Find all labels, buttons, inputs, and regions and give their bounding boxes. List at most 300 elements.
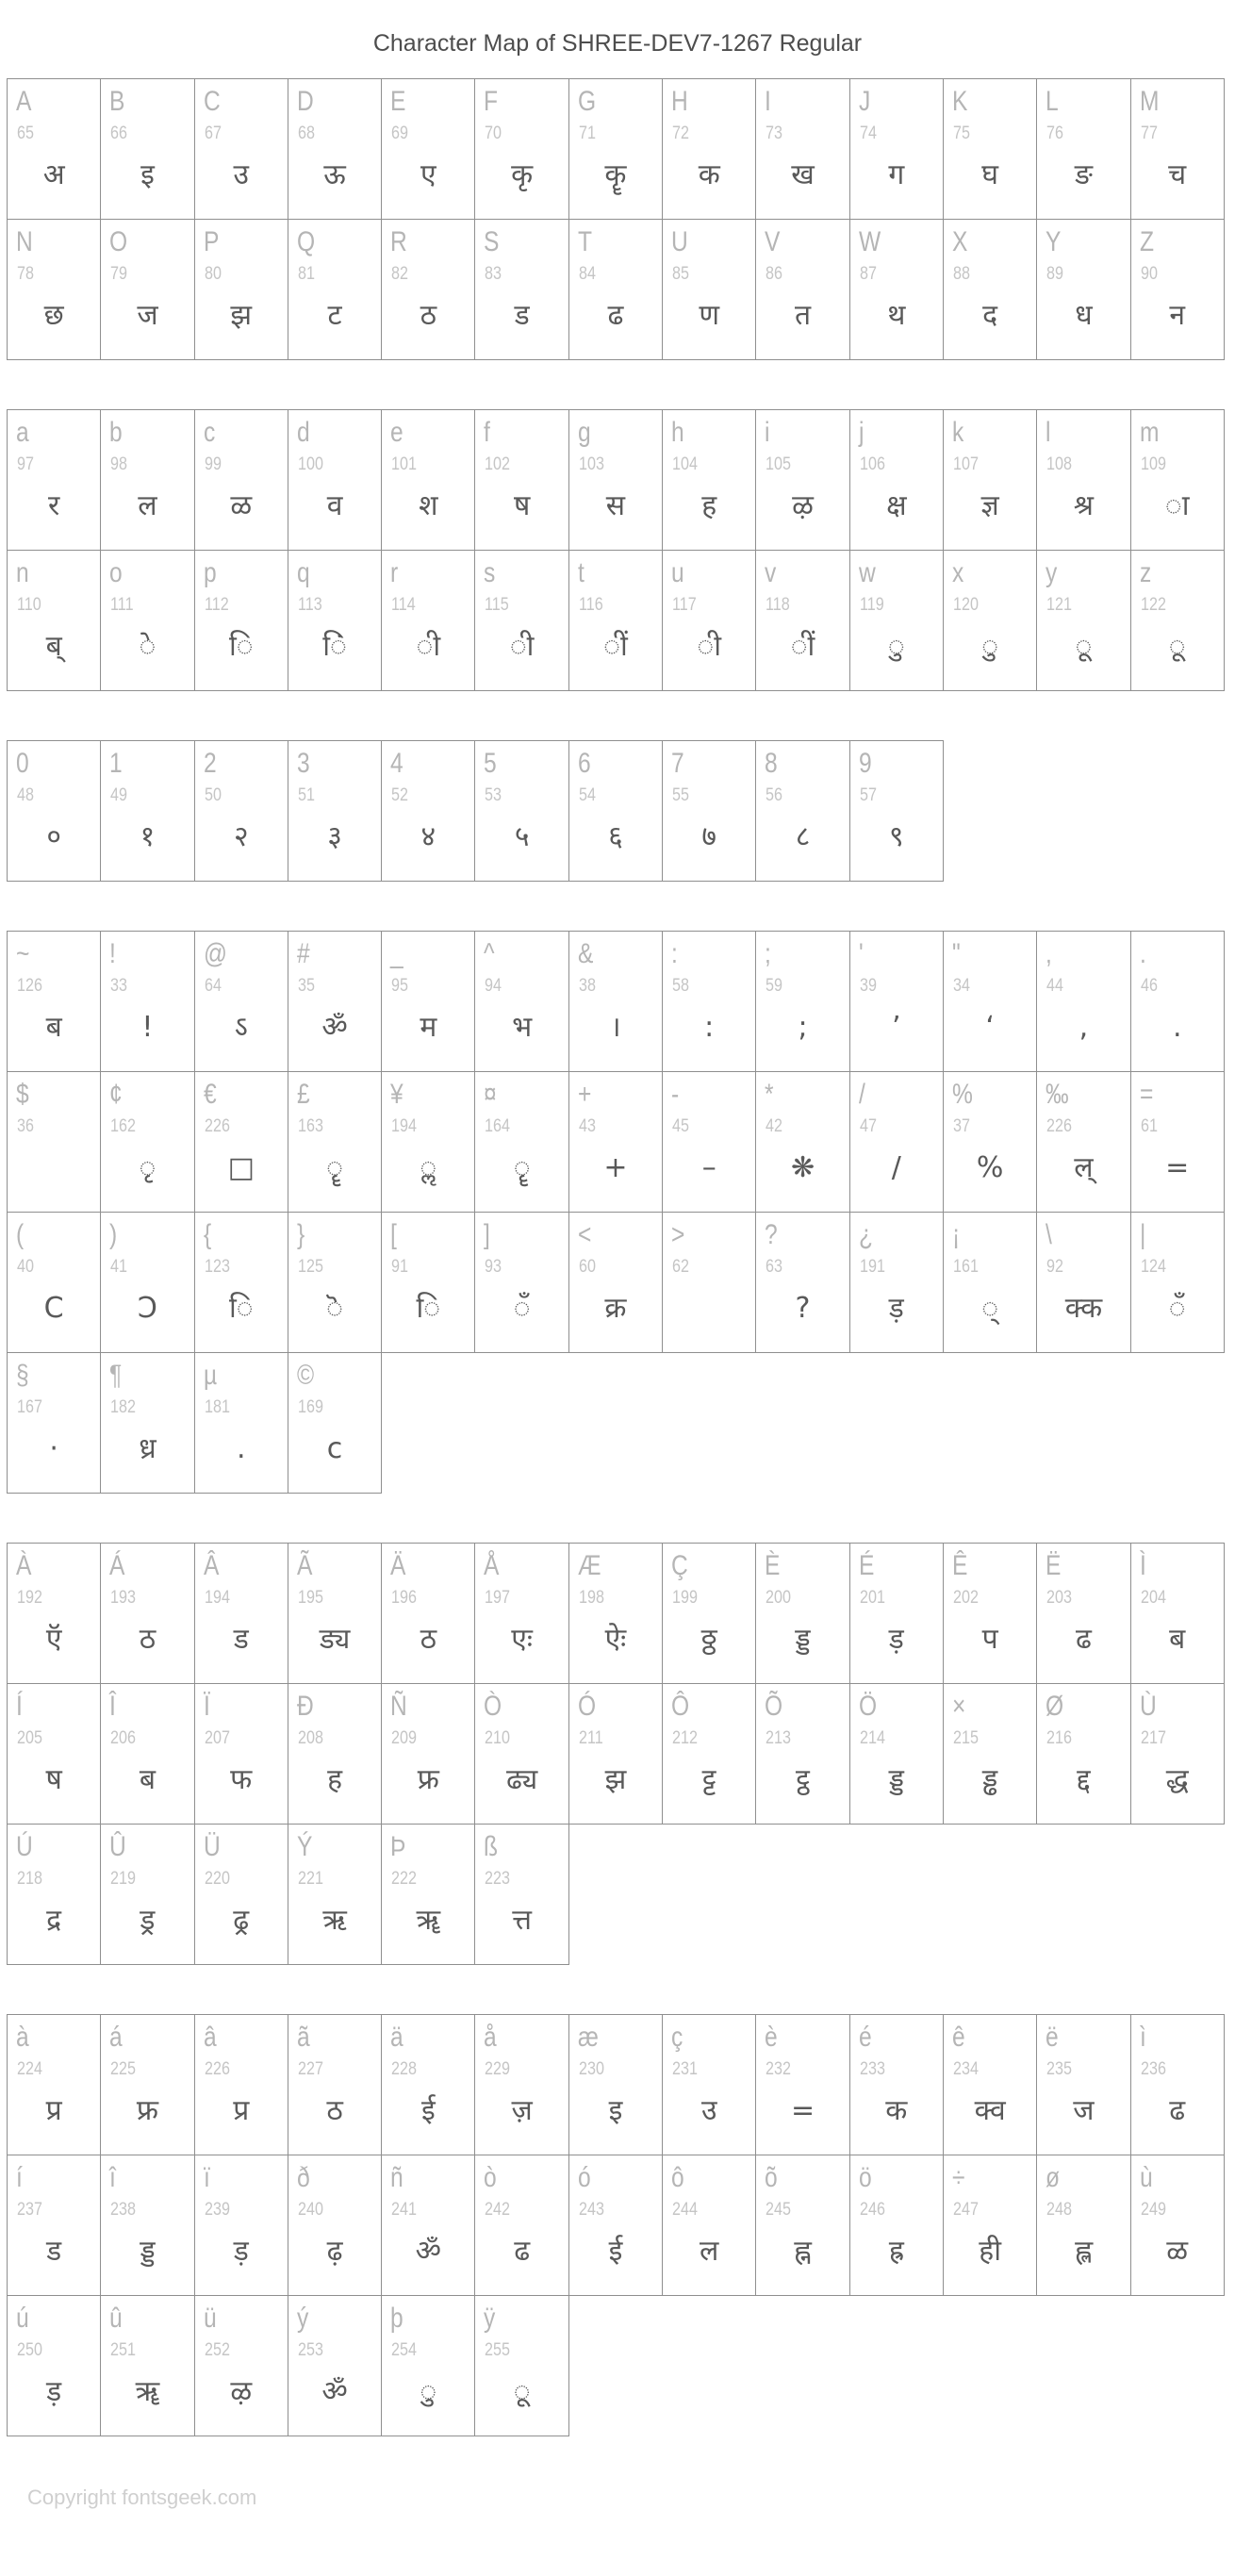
char-code: 214 — [859, 1728, 885, 1748]
char-glyph: ड्ड — [888, 1763, 904, 1796]
char-code: 250 — [17, 2340, 42, 2360]
char-cell — [195, 2296, 288, 2436]
char-block-lowercase-letters — [7, 409, 1225, 691]
char-glyph: ि — [228, 1292, 254, 1325]
char-glyph: = — [790, 2094, 815, 2127]
char-glyph: त्त — [512, 1904, 532, 1937]
char-label: Ó — [577, 1691, 596, 1722]
char-label: O — [109, 226, 128, 257]
char-glyph: ु — [981, 630, 999, 663]
char-label: D — [296, 86, 314, 117]
char-cell — [101, 1684, 194, 1825]
char-label: r — [390, 557, 399, 588]
char-label: ß — [484, 1831, 499, 1862]
char-cell — [850, 932, 944, 1072]
char-cell — [475, 2015, 568, 2155]
char-code: 237 — [17, 2200, 42, 2220]
char-cell — [8, 220, 101, 360]
char-code: 46 — [1140, 976, 1158, 996]
char-label: A — [16, 86, 32, 117]
char-glyph: ् — [981, 1292, 999, 1325]
char-cell — [569, 551, 663, 691]
char-glyph: ड़ — [233, 2235, 249, 2268]
char-cell — [756, 551, 849, 691]
char-label: á — [109, 2022, 123, 2053]
char-glyph: ७ — [701, 820, 717, 853]
char-cell — [8, 551, 101, 691]
char-label: ] — [484, 1219, 491, 1250]
char-glyph: ा — [1164, 489, 1190, 522]
char-label: ~ — [16, 938, 30, 969]
char-label: Ô — [671, 1691, 690, 1722]
char-cell — [195, 1544, 288, 1684]
char-glyph: श — [419, 489, 438, 522]
char-code: 50 — [204, 785, 222, 805]
char-glyph: % — [976, 1151, 1004, 1184]
char-code: 75 — [952, 124, 970, 143]
char-code: 66 — [110, 124, 128, 143]
char-cell — [475, 220, 568, 360]
char-cell — [195, 220, 288, 360]
char-label: n — [16, 557, 29, 588]
char-glyph: ढ — [1169, 2094, 1186, 2127]
char-glyph: म — [420, 1011, 437, 1044]
char-label: ü — [203, 2303, 217, 2334]
char-code: 122 — [1140, 595, 1166, 615]
char-label: T — [577, 226, 592, 257]
char-label: æ — [577, 2022, 599, 2053]
char-glyph: ❋ — [790, 1151, 815, 1184]
char-cell — [1037, 220, 1130, 360]
char-label: Ù — [1139, 1691, 1157, 1722]
char-cell — [756, 220, 849, 360]
char-code: 93 — [485, 1257, 502, 1277]
char-cell — [663, 551, 756, 691]
char-label: + — [577, 1079, 592, 1110]
char-glyph: ऐः — [604, 1623, 627, 1656]
char-cell — [663, 410, 756, 551]
char-code: 57 — [859, 785, 877, 805]
char-cell — [944, 79, 1037, 220]
char-code: 212 — [672, 1728, 699, 1748]
char-glyph: ठ — [326, 2094, 343, 2127]
char-cell — [1037, 1684, 1130, 1825]
char-code: 236 — [1140, 2059, 1166, 2079]
char-code: 106 — [859, 454, 885, 474]
char-cell — [569, 1544, 663, 1684]
char-glyph: झ — [604, 1763, 627, 1796]
char-cell — [756, 1213, 849, 1353]
char-label: ä — [390, 2022, 403, 2053]
char-glyph: ड़ — [888, 1623, 904, 1656]
char-label: W — [858, 226, 881, 257]
char-code: 95 — [391, 976, 409, 996]
char-cell — [8, 79, 101, 220]
char-block-lowercase-accented — [7, 2014, 1225, 2436]
char-cell — [475, 2155, 568, 2296]
char-glyph: ग — [888, 158, 905, 191]
char-label: " — [951, 938, 961, 969]
char-code: 196 — [391, 1588, 418, 1608]
char-cell — [382, 2015, 475, 2155]
char-label: U — [671, 226, 688, 257]
char-label: Ý — [296, 1831, 313, 1862]
char-code: 242 — [485, 2200, 511, 2220]
char-cell — [8, 1072, 101, 1213]
char-glyph: फ्र — [136, 2094, 159, 2127]
char-code: 36 — [17, 1116, 34, 1136]
char-cell — [8, 2015, 101, 2155]
char-label: Â — [203, 1550, 220, 1581]
char-label: m — [1139, 417, 1160, 448]
char-glyph: क्व — [974, 2094, 1006, 2127]
char-label: w — [858, 557, 876, 588]
char-code: 246 — [859, 2200, 885, 2220]
char-label: Ì — [1139, 1550, 1146, 1581]
char-cell — [944, 1072, 1037, 1213]
char-code: 55 — [672, 785, 690, 805]
char-glyph: थ — [887, 299, 906, 332]
char-cell — [288, 2296, 382, 2436]
char-label: ) — [109, 1219, 118, 1250]
char-label: z — [1139, 557, 1151, 588]
char-glyph: क — [698, 158, 720, 191]
char-code: 92 — [1046, 1257, 1064, 1277]
char-label: v — [765, 557, 777, 588]
char-cell — [944, 1684, 1037, 1825]
char-label: f — [484, 417, 491, 448]
char-code: 107 — [952, 454, 979, 474]
char-cell — [101, 1544, 194, 1684]
char-cell — [101, 2296, 194, 2436]
char-glyph: Ɔ — [137, 1292, 157, 1325]
char-cell — [101, 932, 194, 1072]
char-glyph: ए — [420, 158, 436, 191]
char-cell — [288, 932, 382, 1072]
char-glyph: ड्र — [140, 1904, 156, 1937]
char-glyph: ढ — [514, 2235, 531, 2268]
char-glyph: २ — [233, 820, 249, 853]
char-cell — [288, 1072, 382, 1213]
char-code: 230 — [578, 2059, 604, 2079]
char-glyph: । — [610, 1011, 621, 1044]
char-glyph: ख — [791, 158, 815, 191]
char-code: 90 — [1140, 264, 1158, 284]
char-glyph: ी — [697, 630, 722, 663]
char-label: Å — [484, 1550, 500, 1581]
char-label: X — [951, 226, 968, 257]
char-label: q — [296, 557, 310, 588]
char-cell — [382, 79, 475, 220]
char-cell — [8, 1825, 101, 1965]
char-cell — [8, 1544, 101, 1684]
char-cell — [1131, 2015, 1225, 2155]
char-code: 253 — [297, 2340, 323, 2360]
char-label: Y — [1046, 226, 1062, 257]
char-code: 254 — [391, 2340, 418, 2360]
char-code: 52 — [391, 785, 409, 805]
char-cell — [663, 932, 756, 1072]
char-label: @ — [203, 938, 227, 969]
char-label: © — [296, 1360, 315, 1391]
char-code: 102 — [485, 454, 511, 474]
char-code: 203 — [1046, 1588, 1073, 1608]
char-glyph: इ — [608, 2094, 623, 2127]
char-label: ï — [203, 2162, 210, 2193]
char-cell — [850, 220, 944, 360]
char-cell — [1131, 1544, 1225, 1684]
char-label: ý — [296, 2303, 309, 2334]
char-glyph: ० — [46, 820, 61, 853]
char-code: 164 — [485, 1116, 511, 1136]
char-cell — [475, 1213, 568, 1353]
char-code: 89 — [1046, 264, 1064, 284]
char-glyph: ब् — [45, 630, 62, 663]
char-label: Î — [109, 1691, 117, 1722]
char-glyph: ॠ — [416, 1904, 441, 1937]
char-glyph: ू — [1168, 630, 1186, 663]
char-glyph: ु — [420, 2375, 437, 2408]
char-glyph: क — [885, 2094, 908, 2127]
char-glyph: िं — [322, 630, 347, 663]
char-label: g — [577, 417, 591, 448]
char-cell — [8, 741, 101, 882]
char-code: 103 — [578, 454, 604, 474]
char-label: Ä — [390, 1550, 406, 1581]
char-label: ¡ — [951, 1219, 961, 1250]
char-code: 215 — [952, 1728, 979, 1748]
char-cell — [1037, 2155, 1130, 2296]
char-glyph: ह — [701, 489, 717, 522]
char-glyph: ध्र — [139, 1432, 156, 1465]
char-code: 81 — [297, 264, 315, 284]
char-label: d — [296, 417, 310, 448]
char-glyph: ँ — [1168, 1292, 1186, 1325]
char-label: H — [671, 86, 688, 117]
char-cell — [1131, 2155, 1225, 2296]
char-label: ! — [109, 938, 117, 969]
char-code: 84 — [578, 264, 596, 284]
char-glyph: ॄ — [326, 1151, 343, 1184]
char-cell — [756, 1684, 849, 1825]
char-label: Ü — [203, 1831, 221, 1862]
char-label: % — [951, 1079, 973, 1110]
char-code: 69 — [391, 124, 409, 143]
char-glyph: ह्न — [794, 2235, 812, 2268]
char-label: ^ — [484, 938, 496, 969]
char-code: 76 — [1046, 124, 1064, 143]
char-code: 200 — [766, 1588, 792, 1608]
char-glyph: स — [605, 489, 626, 522]
char-glyph: ६ — [608, 820, 623, 853]
char-glyph: ट — [327, 299, 342, 332]
char-code: 87 — [859, 264, 877, 284]
char-glyph: ड़ — [46, 2375, 62, 2408]
char-code: 100 — [297, 454, 323, 474]
char-glyph: ५ — [514, 820, 530, 853]
char-cell — [195, 410, 288, 551]
char-glyph: ऽ — [234, 1011, 248, 1044]
char-label: 5 — [484, 748, 498, 779]
char-code: 249 — [1140, 2200, 1166, 2220]
char-label: É — [858, 1550, 875, 1581]
char-cell — [944, 1213, 1037, 1353]
char-code: 252 — [204, 2340, 230, 2360]
char-label: S — [484, 226, 500, 257]
char-cell — [382, 932, 475, 1072]
char-glyph: ऴ — [792, 489, 814, 522]
char-label: î — [109, 2162, 117, 2193]
char-code: 167 — [17, 1397, 42, 1417]
char-cell — [382, 2296, 475, 2436]
char-cell — [663, 220, 756, 360]
char-cell — [195, 1684, 288, 1825]
char-glyph: ॠ — [135, 2375, 160, 2408]
char-label: õ — [765, 2162, 779, 2193]
char-label: N — [16, 226, 33, 257]
char-label: [ — [390, 1219, 398, 1250]
char-glyph: ष — [45, 1763, 62, 1796]
char-code: 235 — [1046, 2059, 1073, 2079]
char-code: 248 — [1046, 2200, 1073, 2220]
char-glyph: C — [43, 1292, 64, 1325]
char-code: 218 — [17, 1869, 42, 1889]
char-label: ¿ — [858, 1219, 873, 1250]
char-cell — [288, 410, 382, 551]
char-label: 6 — [577, 748, 591, 779]
char-label: Z — [1139, 226, 1154, 257]
char-glyph: ढ — [607, 299, 624, 332]
char-cell — [1131, 1072, 1225, 1213]
char-glyph: – — [701, 1151, 716, 1184]
char-glyph: भ — [512, 1011, 533, 1044]
char-cell — [195, 79, 288, 220]
char-glyph: कृ — [511, 158, 534, 191]
char-cell — [288, 1213, 382, 1353]
char-code: 194 — [204, 1588, 230, 1608]
char-label: Q — [296, 226, 316, 257]
char-cell — [1037, 410, 1130, 551]
char-label: Ú — [16, 1831, 33, 1862]
char-label: þ — [390, 2303, 403, 2334]
char-glyph: , — [1079, 1011, 1089, 1044]
char-cell — [382, 1684, 475, 1825]
char-code: 49 — [110, 785, 128, 805]
char-code: 115 — [485, 595, 510, 615]
char-label: ù — [1139, 2162, 1153, 2193]
char-cell — [288, 1684, 382, 1825]
char-glyph: ठ्ठ — [700, 1623, 717, 1656]
char-code: 38 — [578, 976, 596, 996]
char-code: 198 — [578, 1588, 604, 1608]
char-label: È — [765, 1550, 781, 1581]
char-code: 202 — [952, 1588, 979, 1608]
char-label: £ — [296, 1079, 310, 1110]
char-code: 58 — [672, 976, 690, 996]
char-label: a — [16, 417, 29, 448]
char-label: ë — [1046, 2022, 1059, 2053]
char-label: y — [1046, 557, 1058, 588]
char-glyph: ज्ञ — [980, 489, 999, 522]
char-code: 33 — [110, 976, 128, 996]
char-cell — [8, 1684, 101, 1825]
char-code: 120 — [952, 595, 979, 615]
char-cell — [475, 551, 568, 691]
char-glyph: ॄ — [513, 1151, 531, 1184]
char-code: 195 — [297, 1588, 323, 1608]
char-cell — [850, 1072, 944, 1213]
char-code: 244 — [672, 2200, 699, 2220]
char-glyph: झ — [230, 299, 253, 332]
char-label: ; — [765, 938, 772, 969]
char-code: 208 — [297, 1728, 323, 1748]
char-cell — [944, 932, 1037, 1072]
char-glyph: : — [704, 1011, 715, 1044]
char-label: & — [577, 938, 594, 969]
char-label: G — [577, 86, 596, 117]
page — [0, 30, 1235, 2510]
char-label: } — [296, 1219, 305, 1250]
char-label: b — [109, 417, 123, 448]
char-glyph: उ — [233, 158, 249, 191]
char-cell — [101, 2015, 194, 2155]
char-code: 67 — [204, 124, 222, 143]
char-glyph: र — [48, 489, 60, 522]
char-cell — [195, 2155, 288, 2296]
char-code: 211 — [578, 1728, 603, 1748]
char-cell — [850, 2155, 944, 2296]
char-glyph: े — [139, 630, 156, 663]
char-label: ã — [296, 2022, 310, 2053]
char-code: 193 — [110, 1588, 137, 1608]
char-label: k — [951, 417, 964, 448]
char-code: 68 — [297, 124, 315, 143]
char-glyph: ॢ — [420, 1151, 437, 1184]
char-label: é — [858, 2022, 872, 2053]
char-cell — [382, 1544, 475, 1684]
char-cell — [288, 1544, 382, 1684]
char-cell — [101, 79, 194, 220]
char-label: µ — [203, 1360, 217, 1391]
char-cell — [288, 741, 382, 882]
char-glyph: ’ — [892, 1011, 901, 1044]
char-cell — [101, 1072, 194, 1213]
char-cell — [850, 551, 944, 691]
char-code: 94 — [485, 976, 502, 996]
char-code: 206 — [110, 1728, 137, 1748]
char-label: è — [765, 2022, 779, 2053]
char-label: Ë — [1046, 1550, 1062, 1581]
char-code: 231 — [672, 2059, 699, 2079]
char-code: 85 — [672, 264, 690, 284]
char-label: â — [203, 2022, 217, 2053]
char-cell — [756, 79, 849, 220]
char-cell — [475, 1825, 568, 1965]
char-cell — [475, 2296, 568, 2436]
char-label: B — [109, 86, 125, 117]
char-code: 53 — [485, 785, 502, 805]
char-glyph: ही — [979, 2235, 1001, 2268]
char-glyph: कॄ — [604, 158, 627, 191]
char-glyph: = — [1165, 1151, 1190, 1184]
char-code: 47 — [859, 1116, 877, 1136]
char-cell — [1131, 1684, 1225, 1825]
char-glyph: ड्ड — [795, 1623, 811, 1656]
char-code: 234 — [952, 2059, 979, 2079]
char-block-punctuation-symbols — [7, 931, 1225, 1494]
footer-copyright: Copyright fontsgeek.com — [27, 2485, 257, 2509]
char-glyph: इ — [140, 158, 155, 191]
